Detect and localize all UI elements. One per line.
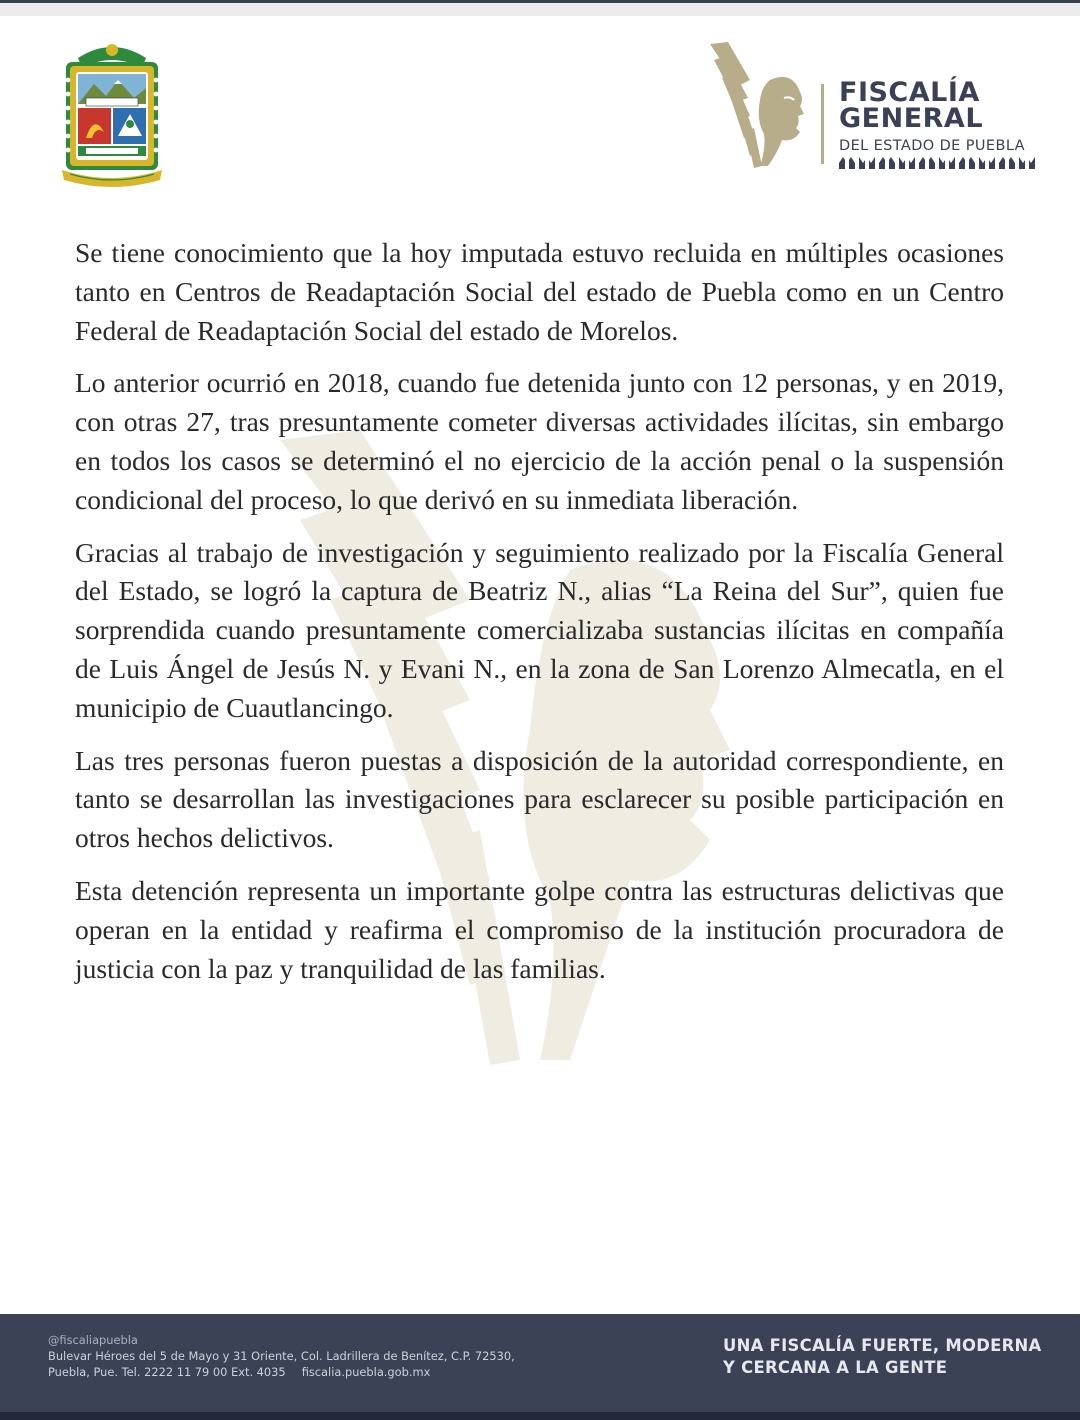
fiscalia-wordmark-line1: FISCALÍA [839,77,980,108]
footer-bottom-bar [0,1412,1080,1420]
footer-contact [48,1332,608,1380]
slogan-line-1: UNA FISCALÍA FUERTE, MODERNA [723,1336,1042,1355]
fiscalia-wordmark-line2: GENERAL [839,103,984,134]
fiscalia-emblem-icon [708,40,812,170]
greca-pattern-icon [839,157,1039,169]
footer [0,1314,1080,1412]
footer-slogan [723,1335,1063,1379]
body-paragraph-3: Gracias al trabajo de investigación y seguimiento realizado por la Fiscalía General del Estado, se logró la captura de Beatriz N., alias “La Reina del Sur”, quien fue sorprendida cuando presuntamente comercializaba sustancias ilícitas en compañía de Luis Ángel de Jesús N. y Evani N., en la zona de San Lorenzo Almecatla, en el municipio de Cuautlancingo. [75,536,1004,723]
fiscalia-wordmark [839,77,1048,169]
website-link[interactable]: fiscalia.puebla.gob.mx [301,1365,431,1379]
press-release-body [75,234,1004,1002]
body-paragraph-5: Esta detención representa un importante golpe contra las estructuras delictivas que operan en la entidad y reafirma el compromiso de la institución procuradora de justicia con la paz y tranquilidad de las familias. [75,874,1004,984]
top-rule [0,0,1080,16]
logo-divider [821,84,824,164]
puebla-coat-of-arms-icon [56,40,168,188]
body-paragraph-1: Se tiene conocimiento que la hoy imputada estuvo recluida en múltiples ocasiones tanto en Centros de Readaptación Social del estado de Puebla como en un Centro Federal de Readaptación Social del estado de Morelos. [75,237,1004,346]
fiscalia-wordmark-line3: DEL ESTADO DE PUEBLA [839,138,1025,154]
fiscalia-logo [708,40,1048,172]
address-line-1: Bulevar Héroes del 5 de Mayo y 31 Oriente, Col. Ladrillera de Benítez, C.P. 72530, [48,1349,515,1363]
body-paragraph-2: Lo anterior ocurrió en 2018, cuando fue detenida junto con 12 personas, y en 2019, con otras 27, tras presuntamente cometer diversas actividades ilícitas, sin embargo en todos los casos se determinó el no ejercicio de la acción penal o la suspensión condicional del proceso, lo que derivó en su inmediata liberación. [75,367,1004,515]
address-phone: Puebla, Pue. Tel. 2222 11 79 00 Ext. 4035 [48,1365,286,1379]
social-handle[interactable]: @fiscaliapuebla [48,1333,138,1347]
body-paragraph-4: Las tres personas fueron puestas a disposición de la autoridad correspondiente, en tanto se desarrollan las investigaciones para esclarecer su posible participación en otros hechos delictivos. [75,744,1004,854]
slogan-line-2: Y CERCANA A LA GENTE [723,1358,948,1377]
address-line-2 [48,1364,608,1380]
